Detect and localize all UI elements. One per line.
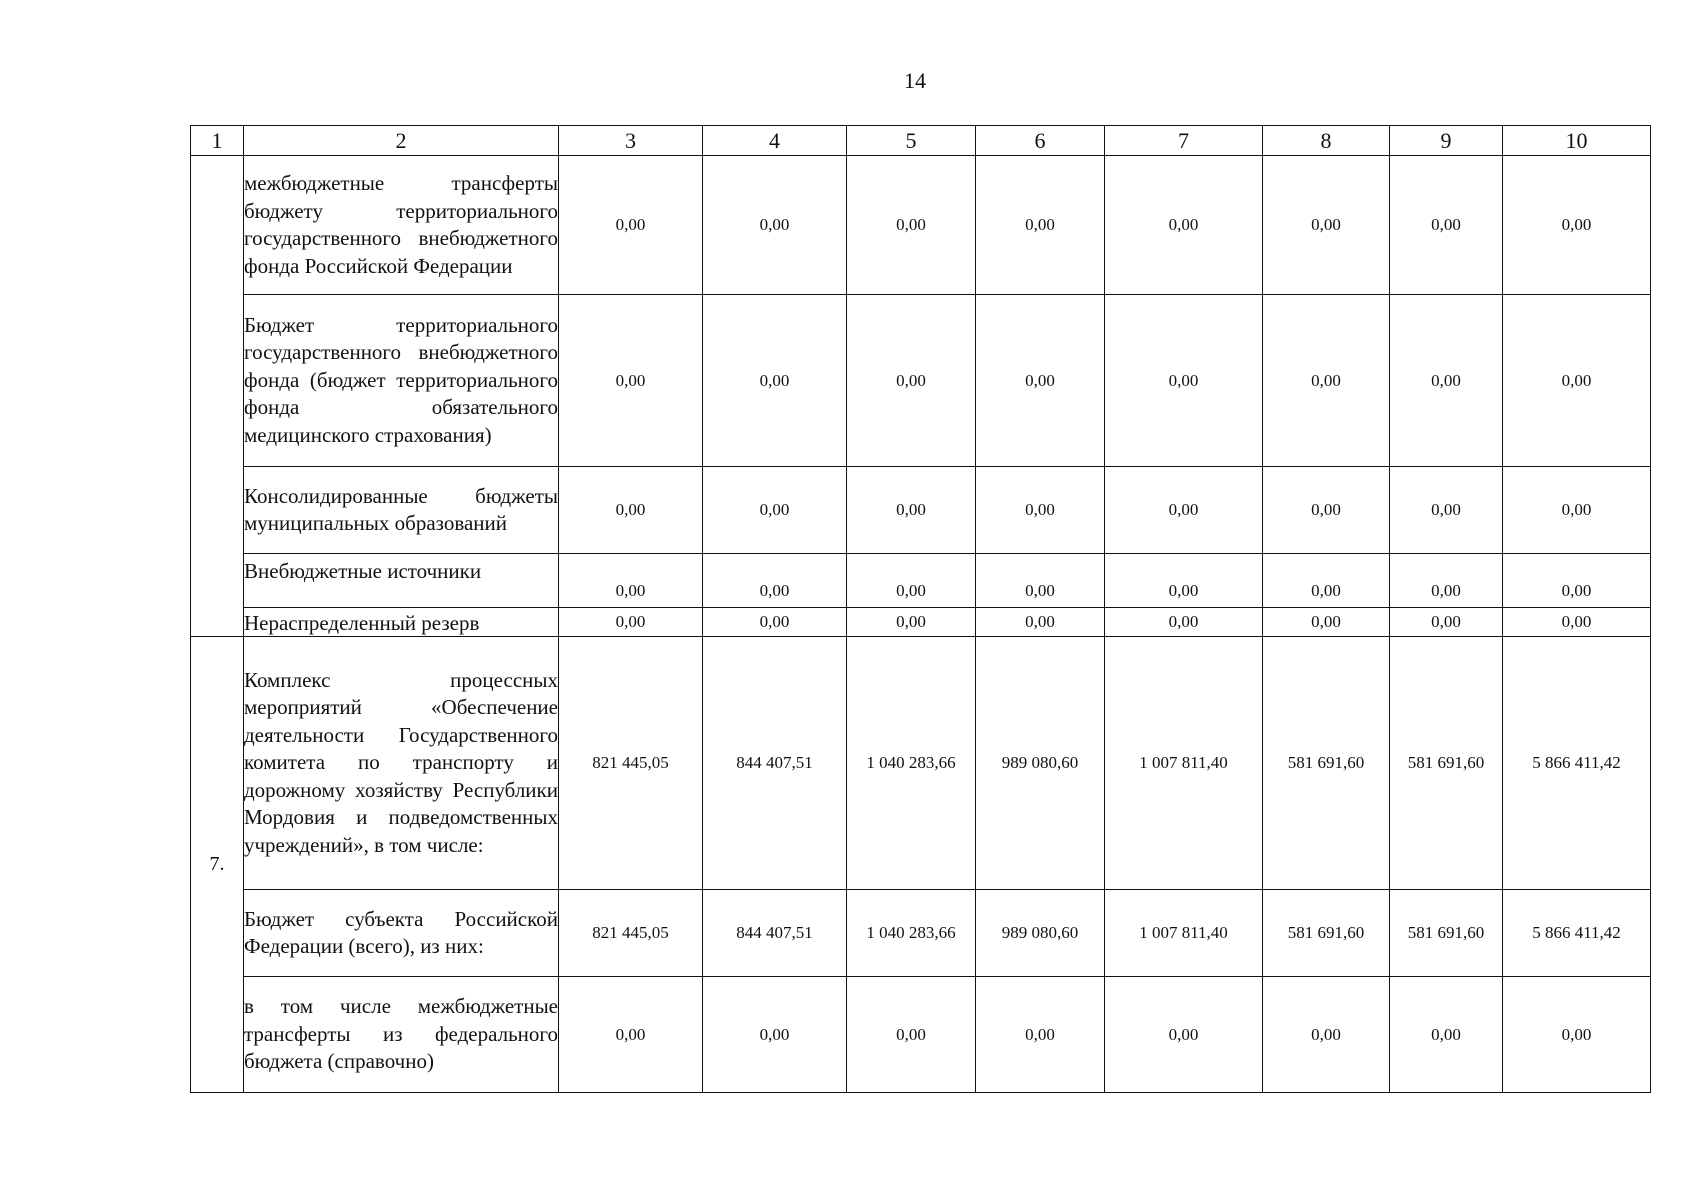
value-cell: 0,00 [1503, 156, 1651, 295]
table-row [191, 467, 1651, 554]
column-header: 4 [703, 126, 847, 156]
page-number: 14 [904, 68, 926, 93]
value-cell: 821 445,05 [559, 637, 703, 890]
value-cell: 0,00 [1503, 295, 1651, 467]
value-cell: 0,00 [976, 295, 1105, 467]
budget-table [190, 125, 1651, 1093]
value-cell: 5 866 411,42 [1503, 637, 1651, 890]
value-cell: 844 407,51 [703, 890, 847, 977]
row-name: Консолидированные бюджеты муниципальных образований [244, 467, 559, 554]
row-name: Бюджет территориального государственного внебюджетного фонда (бюджет территориального фонда обязательного медицинского страхования) [244, 295, 559, 467]
value-cell: 0,00 [1263, 295, 1390, 467]
value-cell: 0,00 [1503, 554, 1651, 608]
column-header: 6 [976, 126, 1105, 156]
column-header: 9 [1390, 126, 1503, 156]
value-cell: 581 691,60 [1390, 637, 1503, 890]
value-cell: 0,00 [559, 554, 703, 608]
value-cell: 0,00 [703, 608, 847, 637]
table-row [191, 890, 1651, 977]
value-cell: 0,00 [559, 295, 703, 467]
value-cell: 0,00 [1390, 295, 1503, 467]
row-name: Внебюджетные источники [244, 554, 559, 608]
column-header: 8 [1263, 126, 1390, 156]
value-cell: 0,00 [1263, 156, 1390, 295]
value-cell: 0,00 [1390, 467, 1503, 554]
table-row [191, 637, 1651, 890]
value-cell: 0,00 [1105, 554, 1263, 608]
table-row [191, 295, 1651, 467]
value-cell: 0,00 [847, 295, 976, 467]
value-cell: 0,00 [559, 977, 703, 1093]
value-cell: 1 007 811,40 [1105, 890, 1263, 977]
value-cell: 989 080,60 [976, 637, 1105, 890]
value-cell: 0,00 [976, 977, 1105, 1093]
value-cell: 0,00 [1263, 467, 1390, 554]
row-number-cell: 7. [191, 637, 244, 1093]
value-cell: 5 866 411,42 [1503, 890, 1651, 977]
value-cell: 0,00 [703, 467, 847, 554]
table-row [191, 554, 1651, 608]
table-row [191, 608, 1651, 637]
column-header: 5 [847, 126, 976, 156]
value-cell: 1 040 283,66 [847, 637, 976, 890]
value-cell: 0,00 [703, 295, 847, 467]
row-name: в том числе межбюджетные трансферты из федерального бюджета (справочно) [244, 977, 559, 1093]
value-cell: 0,00 [559, 608, 703, 637]
value-cell: 0,00 [703, 977, 847, 1093]
value-cell: 0,00 [1390, 554, 1503, 608]
value-cell: 0,00 [847, 156, 976, 295]
column-header: 2 [244, 126, 559, 156]
value-cell: 0,00 [1105, 156, 1263, 295]
value-cell: 0,00 [1390, 977, 1503, 1093]
value-cell: 0,00 [847, 977, 976, 1093]
value-cell: 581 691,60 [1263, 890, 1390, 977]
value-cell: 0,00 [1263, 554, 1390, 608]
column-header: 10 [1503, 126, 1651, 156]
value-cell: 0,00 [559, 467, 703, 554]
value-cell: 0,00 [976, 156, 1105, 295]
row-name: Бюджет субъекта Российской Федерации (всего), из них: [244, 890, 559, 977]
value-cell: 0,00 [703, 156, 847, 295]
value-cell: 581 691,60 [1390, 890, 1503, 977]
column-number-header-row [191, 126, 1651, 156]
row-name: Комплекс процессных мероприятий «Обеспечение деятельности Государственного комитета по транспорту и дорожному хозяйству Республики Мордовия и подведомственных учреждений», в том числе: [244, 637, 559, 890]
row-number-cell [191, 156, 244, 637]
table-row [191, 977, 1651, 1093]
value-cell: 0,00 [1503, 608, 1651, 637]
value-cell: 0,00 [1503, 977, 1651, 1093]
value-cell: 0,00 [1263, 977, 1390, 1093]
value-cell: 0,00 [1503, 467, 1651, 554]
value-cell: 0,00 [1263, 608, 1390, 637]
column-header: 1 [191, 126, 244, 156]
value-cell: 0,00 [976, 608, 1105, 637]
row-name: межбюджетные трансферты бюджету территориального государственного внебюджетного фонда Российской Федерации [244, 156, 559, 295]
value-cell: 0,00 [1390, 156, 1503, 295]
column-header: 3 [559, 126, 703, 156]
value-cell: 0,00 [703, 554, 847, 608]
value-cell: 0,00 [976, 467, 1105, 554]
value-cell: 0,00 [1105, 467, 1263, 554]
value-cell: 0,00 [976, 554, 1105, 608]
value-cell: 1 040 283,66 [847, 890, 976, 977]
value-cell: 821 445,05 [559, 890, 703, 977]
value-cell: 989 080,60 [976, 890, 1105, 977]
value-cell: 0,00 [847, 467, 976, 554]
column-header: 7 [1105, 126, 1263, 156]
value-cell: 0,00 [1105, 977, 1263, 1093]
value-cell: 0,00 [1105, 295, 1263, 467]
value-cell: 581 691,60 [1263, 637, 1390, 890]
value-cell: 844 407,51 [703, 637, 847, 890]
row-name: Нераспределенный резерв [244, 608, 559, 637]
value-cell: 1 007 811,40 [1105, 637, 1263, 890]
value-cell: 0,00 [847, 608, 976, 637]
table-row [191, 156, 1651, 295]
value-cell: 0,00 [1105, 608, 1263, 637]
value-cell: 0,00 [1390, 608, 1503, 637]
value-cell: 0,00 [847, 554, 976, 608]
value-cell: 0,00 [559, 156, 703, 295]
